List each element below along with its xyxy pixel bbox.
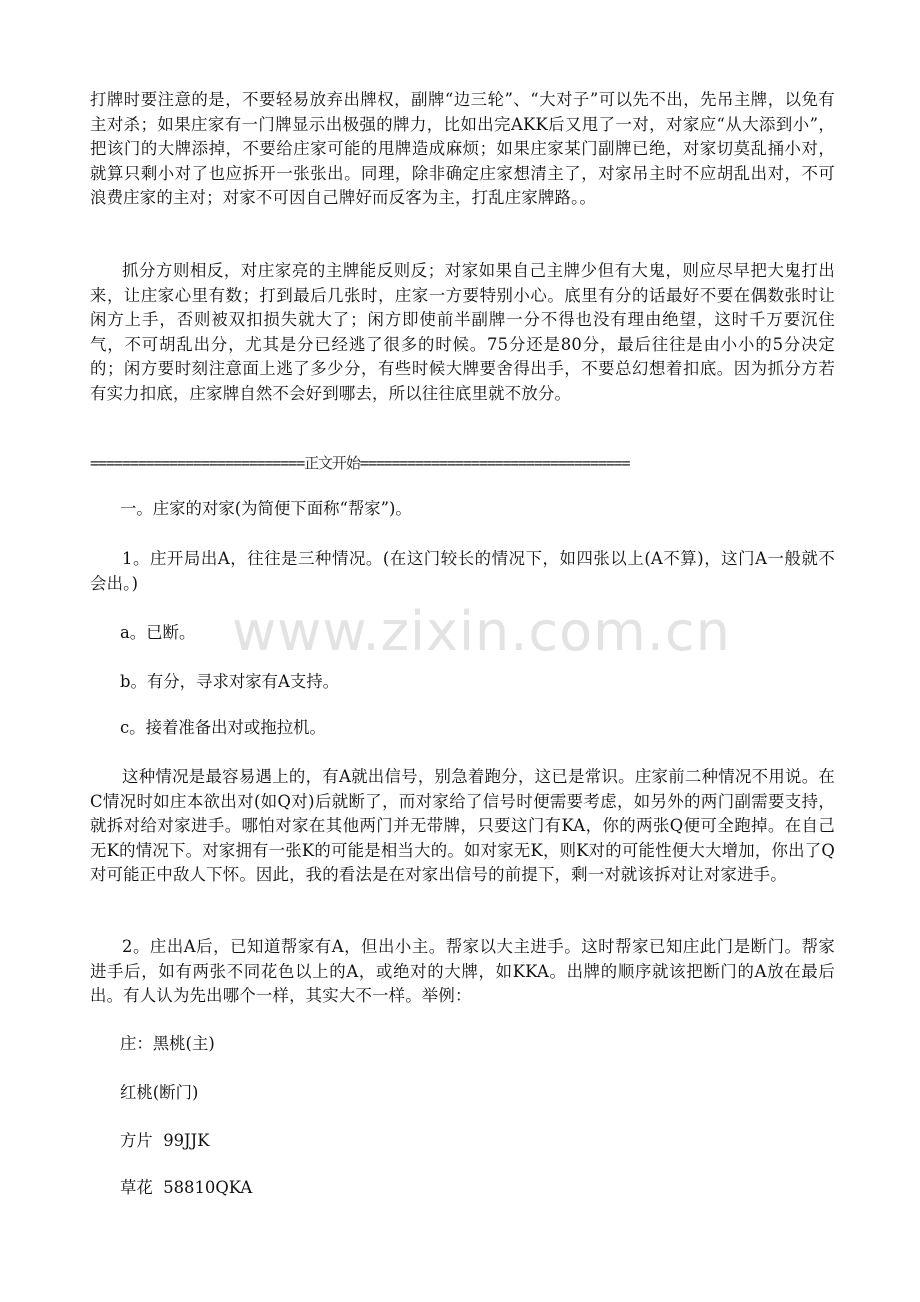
watermark: www.zixin.com.cn bbox=[232, 600, 731, 663]
paragraph-intro-1: 打牌时要注意的是，不要轻易放弃出牌权，副牌“边三轮”、“大对子”可以先不出，先吊主牌，以免有主对杀；如果庄家有一门牌显示出极强的牌力，比如出完AKK后又甩了一对，对家应“从大添到小”，把该门的大牌添掉，不要给庄家可能的甩牌造成麻烦；如果庄家某门副牌已绝，对家切莫乱捅小对，就算只剩小对了也应拆开一张张出。同理，除非确定庄家想清主了，对家吊主时不应胡乱出对，不可浪费庄家的主对；对家不可因自己牌好而反客为主，打乱庄家牌路。。 bbox=[90, 90, 835, 208]
section-heading: 一。庄家的对家(为简便下面称“帮家”)。 bbox=[120, 499, 412, 518]
hand-clubs: 草花 58810QKA bbox=[120, 1178, 253, 1197]
item-c: c。接着准备出对或拖拉机。 bbox=[120, 718, 326, 737]
item-a: a。已断。 bbox=[120, 623, 196, 642]
item-b: b。有分，寻求对家有A支持。 bbox=[120, 672, 340, 691]
paragraph-analysis: 这种情况是最容易遇上的，有A就出信号，别急着跑分，这已是常识。庄家前二种情况不用说。在C情况时如庄本欲出对(如Q对)后就断了，而对家给了信号时便需要考虑，如另外的两门副需要支持，就拆对给对家进手。哪怕对家在其他两门并无带牌，只要这门有KA，你的两张Q便可全跑掉。在自己无K的情况下。对家拥有一张K的可能是相当大的。如对家无K，则K对的可能性便大大增加，你出了Q对可能正中敌人下怀。因此，我的看法是在对家出信号的前提下，剩一对就该拆对让对家进手。 bbox=[90, 767, 835, 885]
item-2: 2。庄出A后，已知道帮家有A，但出小主。帮家以大主进手。这时帮家已知庄此门是断门。帮家进手后，如有两张不同花色以上的A，或绝对的大牌，如KKA。出牌的顺序就该把断门的A放在最后出。有人认为先出哪个一样，其实大不一样。举例： bbox=[90, 937, 835, 1006]
hand-diamonds: 方片 99JJK bbox=[120, 1131, 210, 1150]
hand-spades: 庄：黑桃(主) bbox=[120, 1034, 215, 1053]
section-divider: ===========================正文开始================================== bbox=[90, 454, 630, 472]
item-1: 1。庄开局出A，往往是三种情况。(在这门较长的情况下，如四张以上(A不算)，这门A一般就不会出。) bbox=[90, 549, 835, 593]
paragraph-intro-2: 抓分方则相反，对庄家亮的主牌能反则反；对家如果自己主牌少但有大鬼，则应尽早把大鬼打出来，让庄家心里有数；打到最后几张时，庄家一方要特别小心。底里有分的话最好不要在偶数张时让闲方上手，否则被双扣损失就大了；闲方即使前半副牌一分不得也没有理由绝望，这时千万要沉住气，不可胡乱出分，尤其是分已经逃了很多的时候。75分还是80分，最后往往是由小小的5分决定的；闲方要时刻注意面上逃了多少分，有些时候大牌要舍得出手，不要总幻想着扣底。因为抓分方若有实力扣底，庄家牌自然不会好到哪去，所以往往底里就不放分。 bbox=[90, 261, 835, 403]
hand-hearts: 红桃(断门) bbox=[120, 1083, 199, 1102]
